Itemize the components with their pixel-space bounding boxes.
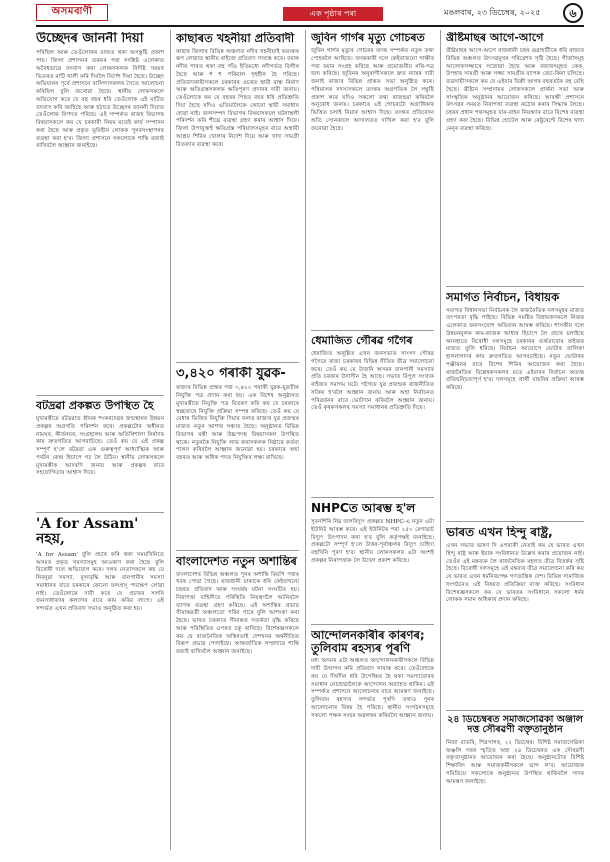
section-rule	[36, 512, 164, 513]
section-rule	[446, 286, 584, 287]
article-body: এখন সভাত ভাষণ দি এগৰাকী নেতাই কয় যে ভাৰত এখন হিন্দু ৰাষ্ট্ৰ আৰু ইয়াক সংবিধানত উল্লেখ কৰাৰ প্ৰয়োজন নাই। তেওঁৰ এই মন্তব্যক লৈ ৰাজনৈতিক মহলত তীব্ৰ বিতৰ্কৰ সৃষ্টি হৈছে। বিৰোধী দলসমূহে এই মন্তব্যৰ তীব্ৰ সমালোচনা কৰি কয় যে ভাৰত এখন ধৰ্মনিৰপেক্ষ গণতান্ত্ৰিক দেশ। বিভিন্ন সামাজিক সংগঠনেও এই বিষয়ত প্ৰতিক্ৰিয়া ব্যক্ত কৰিছে। সংবিধান বিশেষজ্ঞসকলে কয় যে ভাৰতৰ সংবিধানে সকলো ধৰ্মৰ লোকক সমান অধিকাৰ প্ৰদান কৰিছে।	[446, 543, 584, 604]
article-body: ৰাজ্যৰ বিভিন্ন প্ৰান্তৰ পৰা ৩,৪২০ গৰাকী যুৱক-যুৱতীক নিযুক্তি পত্ৰ প্ৰদান কৰা হয়। এক বিশেষ অনুষ্ঠানত মুখ্যমন্ত্ৰীয়ে নিযুক্তি পত্ৰ বিতৰণ কৰি কয় যে চৰকাৰে স্বচ্ছতাৰে নিযুক্তি প্ৰক্ৰিয়া সম্পন্ন কৰিছে। তেওঁ কয় যে মেধাৰ ভিত্তিত নিযুক্তি দিয়াৰ ফলত ৰাজ্যৰ যুৱ প্ৰজন্মৰ মাজত নতুন আশাৰ সঞ্চাৰ হৈছে। অনুষ্ঠানত বিভিন্ন বিভাগৰ মন্ত্ৰী আৰু উচ্চপদস্থ বিষয়াসকল উপস্থিত থাকে। নতুনকৈ নিযুক্তি লাভ কৰাসকলক নিষ্ঠাৰে কৰ্তব্য পালন কৰিবলৈ আহ্বান জনোৱা হয়। চৰকাৰে অহা বছৰত আৰু অধিক পদত নিযুক্তিৰ লক্ষ্য ৰাখিছে।	[176, 385, 299, 462]
section-rule	[36, 395, 164, 396]
article	[311, 629, 434, 837]
section-rule	[311, 497, 434, 498]
article-body: মুখ্যমন্ত্ৰীয়ে বটদ্ৰৱাত শ্ৰীমন্ত শংকৰদেৱৰ জন্মস্থানৰ উন্নয়ন প্ৰকল্পৰ অগ্ৰগতি পৰিদৰ্শন কৰে। প্ৰকল্পটোৰ অধীনত নামঘৰ, কীৰ্তনঘৰ, সংগ্ৰহালয় আৰু অতিথিশালা নিৰ্মাণৰ কাম দ্ৰুতগতিত আগবাঢ়িছে। তেওঁ কয় যে এই প্ৰকল্প সম্পূৰ্ণ হ'লে বটদ্ৰৱা এক গুৰুত্বপূৰ্ণ আধ্যাত্মিক আৰু পৰ্যটন কেন্দ্ৰ হিচাপে গঢ় লৈ উঠিব। স্থানীয় লোকসকলে মুখ্যমন্ত্ৰীক আদৰণি জনায় আৰু প্ৰকল্পৰ বাবে সহযোগিতাৰ আশ্বাস দিয়ে।	[36, 416, 164, 477]
page-number: ৬	[563, 3, 583, 23]
article	[36, 400, 164, 510]
article-body: বাংলাদেশৰ বিভিন্ন অঞ্চলত পুনৰ অশান্তি বিয়পি পৰাৰ খবৰ পোৱা গৈছে। ৰাজধানী ঢাকাকে ধৰি কেইবাখনো চহৰত প্ৰতিবাদ আৰু সংঘৰ্ষৰ ঘটনা সংঘটিত হয়। নিৰাপত্তা বাহিনীয়ে পৰিস্থিতি নিয়ন্ত্ৰণলৈ আনিবলৈ ব্যাপক ব্যৱস্থা গ্ৰহণ কৰিছে। এই অশান্তিৰ প্ৰভাৱ সীমান্তৱৰ্তী অঞ্চলতো পৰিব পাৰে বুলি আশংকা কৰা হৈছে। ভাৰত চৰকাৰে সীমান্তত সতৰ্কতা বৃদ্ধি কৰিছে আৰু পৰিস্থিতিৰ ওপৰত চকু ৰাখিছে। বিশেষজ্ঞসকলে কয় যে ৰাজনৈতিক অস্থিৰতাই দেশখনৰ অৰ্থনীতিত বিৰূপ প্ৰভাৱ পেলাইছে। আন্তৰ্জাতিক সম্প্ৰদায়ে শান্তি বজাই ৰাখিবলৈ আহ্বান জনাইছে।	[176, 571, 299, 656]
article-headline: কাছাৰত খহনীয়া প্ৰতিবাদী	[176, 32, 295, 45]
article-headline: ধেমাজিত গৌৰৱ গগৈৰ	[311, 335, 413, 347]
section-rule	[311, 624, 434, 625]
section-rule	[176, 362, 299, 363]
article	[176, 555, 299, 837]
article	[311, 335, 434, 495]
article-headline: জুবিন গাৰ্গৰ মৃত্যু গোচৰত	[311, 32, 425, 44]
section-rule	[446, 521, 584, 522]
article-headline: ভাৰত এখন হিন্দু ৰাষ্ট্ৰ,	[446, 526, 553, 539]
article-headline: আন্দোলনকাৰীৰ কাৰণৰ; তুলিবাম ৰহস্যৰ পূৰণি	[311, 629, 425, 655]
section-rule	[446, 710, 584, 711]
article-headline: বটদ্ৰৱা প্ৰকল্পত উপস্থিত হৈ	[36, 400, 154, 412]
article	[446, 291, 584, 519]
article-body: ধেমাজিত অনুষ্ঠিত এখন জনসভাত সাংসদ গৌৰৱ গগৈয়ে ৰাজ্য চৰকাৰৰ বিভিন্ন নীতিৰ তীব্ৰ সমালোচনা কৰে। তেওঁ কয় যে উজনি অসমৰ বানপানী সমস্যাৰ প্ৰতি চৰকাৰ উদাসীন হৈ আছে। সভাত বিপুল সংখ্যক ৰাইজৰ সমাগম ঘটে। গগৈয়ে যুৱ প্ৰজন্মক ৰাজনীতিত সক্ৰিয় হ'বলৈ আহ্বান জনায় আৰু অহা নিৰ্বাচনত পৰিৱৰ্তনৰ বাবে ভোটদান কৰিবলৈ আহ্বান জনায়। তেওঁ কৃষকসকলৰ সমস্যা সমাধানৰ প্ৰতিশ্ৰুতি দিয়ে।	[311, 351, 434, 412]
article-body: সুবনশিৰি নিম্ন জলবিদ্যুৎ প্ৰকল্পত NHPC-এ নতুন এটা ইউনিট আৰম্ভ কৰে। এই ইউনিটৰ পৰা ২৫০ মেগাৱাট বিদ্যুৎ উৎপাদন কৰা হ'ব বুলি কৰ্তৃপক্ষই জনাইছে। প্ৰকল্পটো সম্পূৰ্ণ হ'লে উত্তৰ-পূৰ্বাঞ্চলৰ বিদ্যুৎ চাহিদা বহুখিনি পূৰণ হ'ব। স্থানীয় লোকসকলৰ এটা অংশই প্ৰকল্পৰ নিৰাপত্তাক লৈ উদ্বেগ প্ৰকাশ কৰিছে।	[311, 519, 434, 564]
article-body: সমাগত বিধানসভা নিৰ্বাচনক লৈ ৰাজনৈতিক দলসমূহৰ মাজত তৎপৰতা বৃদ্ধি পাইছে। বিভিন্ন সমষ্টিৰ বিধায়কসকলে নিজৰ এলেকাত জনসংযোগ অভিযান আৰম্ভ কৰিছে। শাসকীয় দলে উন্নয়নমূলক কাম-কাজক আধাৰ হিচাপে লৈ প্ৰচাৰ চলাইছে আনহাতে বিৰোধী দলসমূহে চৰকাৰৰ ব্যৰ্থতাবোৰ ৰাইজৰ মাজত তুলি ধৰিছে। নিৰ্বাচন আয়োগে ভোটাৰ তালিকা হালনাগাদৰ কাম দ্ৰুতগতিত আগবঢ়াইছে। নতুন ভোটাৰৰ পঞ্জীয়নৰ বাবে বিশেষ শিবিৰ আয়োজন কৰা হৈছে। ৰাজনৈতিক বিশ্লেষকসকলৰ মতে এইবাৰৰ নিৰ্বাচন অত্যন্ত প্ৰতিদ্বন্দ্বিতাপূৰ্ণ হ'ব। দলসমূহে প্ৰাৰ্থী বাছনিৰ প্ৰক্ৰিয়া আৰম্ভ কৰিছে।	[446, 307, 584, 392]
article-body: খ্ৰীষ্টমাছৰ আগে-আগে ৰাজধানী চহৰ গুৱাহাটীকে ধৰি ৰাজ্যৰ বিভিন্ন অঞ্চলত উৎসৱমুখৰ পৰিৱেশৰ সৃষ্টি হৈছে। গীৰ্জাসমূহ আলোকসজ্জাৰে সজোৱা হৈছে আৰু বজাৰসমূহত কেক, উপহাৰ সামগ্ৰী আৰু সজ্জা সামগ্ৰীৰ ব্যাপক বেচা-কিনা চলিছে। ব্যৱসায়ীসকলে কয় যে এইবাৰ বিক্ৰী আগৰ বছৰতকৈ বহু বেছি হৈছে। খ্ৰীষ্টান সম্প্ৰদায়ৰ লোকসকলে প্ৰাৰ্থনা সভা আৰু সাংস্কৃতিক অনুষ্ঠানৰ আয়োজন কৰিছে। আৰক্ষী প্ৰশাসনে উৎসৱৰ সময়ত নিৰাপত্তা ব্যৱস্থা কঠোৰ কৰাৰ সিদ্ধান্ত লৈছে। চহৰৰ প্ৰধান পথসমূহত যান-বাহন নিয়ন্ত্ৰণৰ বাবে বিশেষ ব্যৱস্থা গ্ৰহণ কৰা হৈছে। বিভিন্ন হোটেল আৰু ৰেষ্টুৰেণ্টে বিশেষ খাদ্য মেনুৰ ব্যৱস্থা কৰিছে।	[446, 48, 584, 132]
article	[176, 367, 299, 547]
article-body: 'A for Assam' বুলি প্ৰচাৰ কৰি থকা সময়খিনিতে অসমৰ প্ৰকৃত সমস্যাসমূহ আওকাণ কৰা হৈছে বুলি বিৰোধী দলে অভিযোগ কৰে। দলৰ নেতাসকলে কয় যে নিবনুৱা সমস্যা, মূল্যবৃদ্ধি আৰু বানপানীৰ সমস্যা সমাধানৰ বাবে চৰকাৰে কোনো ফলপ্ৰসূ পদক্ষেপ লোৱা নাই। তেওঁলোকে দাবী কৰে যে প্ৰচাৰৰ সলনি জনসাধাৰণৰ কল্যাণৰ বাবে কাম কৰিব লাগে। এই সন্দৰ্ভত এখন প্ৰতিবাদ সভাও অনুষ্ঠিত কৰা হয়।	[36, 551, 164, 613]
section-rule	[311, 330, 434, 331]
article	[446, 715, 584, 837]
article	[176, 32, 299, 362]
article-body: কাছাৰ জিলাৰ বিভিন্ন অঞ্চলত নদীৰ খহনীয়াই ভয়ংকৰ ৰূপ লোৱাত স্থানীয় ৰাইজে প্ৰতিবাদ সাব্যস্ত কৰে। বৰাক নদীৰ পাৰত থকা বহু গাঁও ইতিমধ্যে নদীগৰ্ভত বিলীন হৈছে আৰু শ শ পৰিয়াল গৃহহীন হৈ পৰিছে। প্ৰতিবাদকাৰীসকলে চৰকাৰৰ ওচৰত স্থায়ী বান্ধ নিৰ্মাণ আৰু ক্ষতিগ্ৰস্তসকলক ক্ষতিপূৰণ প্ৰদানৰ দাবী জনায়। তেওঁলোকে কয় যে বছৰৰ পিছত বছৰ ধৰি প্ৰতিশ্ৰুতি দিয়া হৈছে যদিও এতিয়ালৈকে কোনো স্থায়ী সমাধান হোৱা নাই। জলসম্পদ বিভাগৰ বিষয়াসকলে ঘটনাস্থলী পৰিদৰ্শন কৰি শীঘ্ৰে ব্যৱস্থা গ্ৰহণ কৰাৰ আশ্বাস দিয়ে। জিলা উপায়ুক্তই ক্ষতিগ্ৰস্ত পৰিয়ালসমূহৰ বাবে অস্থায়ী আশ্ৰয় শিবিৰ খোলাৰ নিৰ্দেশ দিয়ে আৰু খাদ্য সামগ্ৰী বিতৰণৰ ব্যৱস্থা কৰে।	[176, 48, 299, 148]
article-headline: বাংলাদেশত নতুন অশান্তিৰ	[176, 555, 297, 568]
section-rule	[176, 550, 299, 551]
article-body: পৰিছিল আৰু তেওঁলোকৰ মাজত থকা অসন্তুষ্টি প্ৰকাশ পায়। জিলা প্ৰশাসনৰ তৰফৰ পৰা সংশ্লিষ্ট এলেকাত অবৈধভাৱে বসবাস কৰা লোকসকলক নিৰ্দিষ্ট সময়ৰ ভিতৰত মাটি খালী কৰি দিবলৈ নিৰ্দেশ দিয়া হৈছে। উচ্ছেদ অভিযানৰ পূৰ্বে প্ৰশাসনে বাসিন্দাসকলৰ সৈতে আলোচনা কৰিছিল বুলি জনোৱা হৈছে। স্থানীয় লোকসকলে অভিযোগ কৰে যে বহু বছৰ ধৰি তেওঁলোক এই মাটিত বসবাস কৰি আহিছে আৰু হঠাতে উচ্ছেদৰ জাননী দিয়াত তেওঁলোক বিপদত পৰিছে। এই সম্পৰ্কত ৰাজহ বিভাগৰ বিষয়াসকলে কয় যে চৰকাৰী নিয়ম মতেই কাৰ্য সম্পাদন কৰা হৈছে আৰু প্ৰকৃত ভূমিহীন লোকক পুনৰসংস্থাপনৰ ব্যৱস্থা কৰা হ'ব। জিলা প্ৰশাসনে সকলোকে শান্তি বজাই ৰাখিবলৈ আহ্বান জনাইছে।	[36, 50, 164, 150]
article-headline: ২৪ ডিচেম্বৰত সমাজসেৱিকা অঞ্জলি দত্ত সৌৰৱণী বক্তৃতানুষ্ঠান	[447, 715, 583, 736]
article-body: জুবিন গাৰ্গৰ মৃত্যুৰ গোচৰৰ তদন্ত সম্পৰ্কত নতুন তথ্য পোহৰলৈ আহিছে। তদন্তকাৰী দলে কেইবাজনো সাক্ষীৰ পৰা বয়ান সংগ্ৰহ কৰিছে আৰু প্ৰয়োজনীয় নথি-পত্ৰ জব্দ কৰিছে। জুবিনৰ অনুৰাগীসকলে দ্ৰুত ন্যায়ৰ দাবী জনাই ৰাজ্যৰ বিভিন্ন প্ৰান্তত সভা অনুষ্ঠিত কৰে। পৰিয়ালৰ সদস্যসকলে তদন্তৰ অগ্ৰগতিক লৈ সন্তুষ্টি প্ৰকাশ কৰে যদিও সকলো তথ্য ৰাজহুৱা কৰিবলৈ অনুৰোধ জনায়। চৰকাৰে এই গোচৰটো অগ্ৰাধিকাৰ ভিত্তিত চলাই নিয়াৰ আশ্বাস দিছে। তদন্তৰ প্ৰতিবেদন অতি সোনকালে আদালতত দাখিল কৰা হ'ব বুলি জনোৱা হৈছে।	[311, 48, 434, 132]
dateline: মঙলবাৰ, ২৩ ডিচেম্বৰ, ২০২৫	[444, 8, 541, 17]
article-headline: খ্ৰীষ্টমাছৰ আগে-আগে	[446, 32, 544, 44]
masthead	[0, 0, 610, 26]
article-body: নিজা বাতৰি, শিৱসাগৰ, ২২ ডিচেম্বৰ। বিশিষ্ট সমাজসেৱিকা অঞ্জলি দত্তৰ স্মৃতিত অহা ২৪ ডিচেম্বৰত এক সৌৰৱণী বক্তৃতানুষ্ঠানৰ আয়োজন কৰা হৈছে। অনুষ্ঠানটোত বিশিষ্ট শিক্ষাবিদ আৰু সমাজকৰ্মীসকলে ভাগ ল'ব। আয়োজক সমিতিয়ে সকলোকে অনুষ্ঠানত উপস্থিত থাকিবলৈ সাদৰ আমন্ত্ৰণ জনাইছে।	[446, 739, 584, 785]
article	[311, 502, 434, 622]
column-divider	[440, 30, 441, 850]
newspaper-logo: অসমবাণী	[36, 4, 108, 21]
article	[311, 32, 434, 330]
article-headline: ৩,৪২০ গৰাকী যুৱক-	[176, 367, 286, 381]
article-headline: 'A for Assam' নহয়,	[36, 517, 139, 548]
article-headline: সমাগত নিৰ্বাচন, বিধায়ক	[446, 291, 560, 304]
article	[36, 32, 164, 392]
column-divider	[170, 30, 171, 850]
article-body: মধ্য অসমৰ এটা অঞ্চলত আন্দোলনকাৰীসকলে বিভিন্ন দাবী উত্থাপন কৰি প্ৰতিবাদ সাব্যস্ত কৰে। তেওঁলোকে কয় যে দীৰ্ঘদিন ধৰি উপেক্ষিত হৈ থকা সমস্যাবোৰৰ সমাধান নোহোৱালৈকে আন্দোলন অব্যাহত থাকিব। এই সম্পৰ্কত প্ৰশাসনে আলোচনাৰ বাবে আমন্ত্ৰণ জনাইছে। তুলিবাম ৰহস্যৰ সন্দৰ্ভত পুৰণি তথ্যও পুনৰ আলোচনাৰ বিষয় হৈ পৰিছে। স্থানীয় সংগঠনসমূহে সকলো পক্ষক সংযম অৱলম্বন কৰিবলৈ আহ্বান জনায়।	[311, 658, 434, 719]
continued-banner: এক পৃষ্ঠাৰ পৰা	[283, 7, 383, 21]
article	[446, 32, 584, 284]
article-headline: NHPCত আৰম্ভ হ'ল	[311, 502, 416, 515]
article	[446, 526, 584, 708]
article	[36, 517, 164, 837]
masthead-rule	[36, 25, 584, 27]
column-divider	[305, 30, 306, 850]
article-headline: উচ্ছেদৰ জাননী দিয়া	[36, 32, 144, 46]
